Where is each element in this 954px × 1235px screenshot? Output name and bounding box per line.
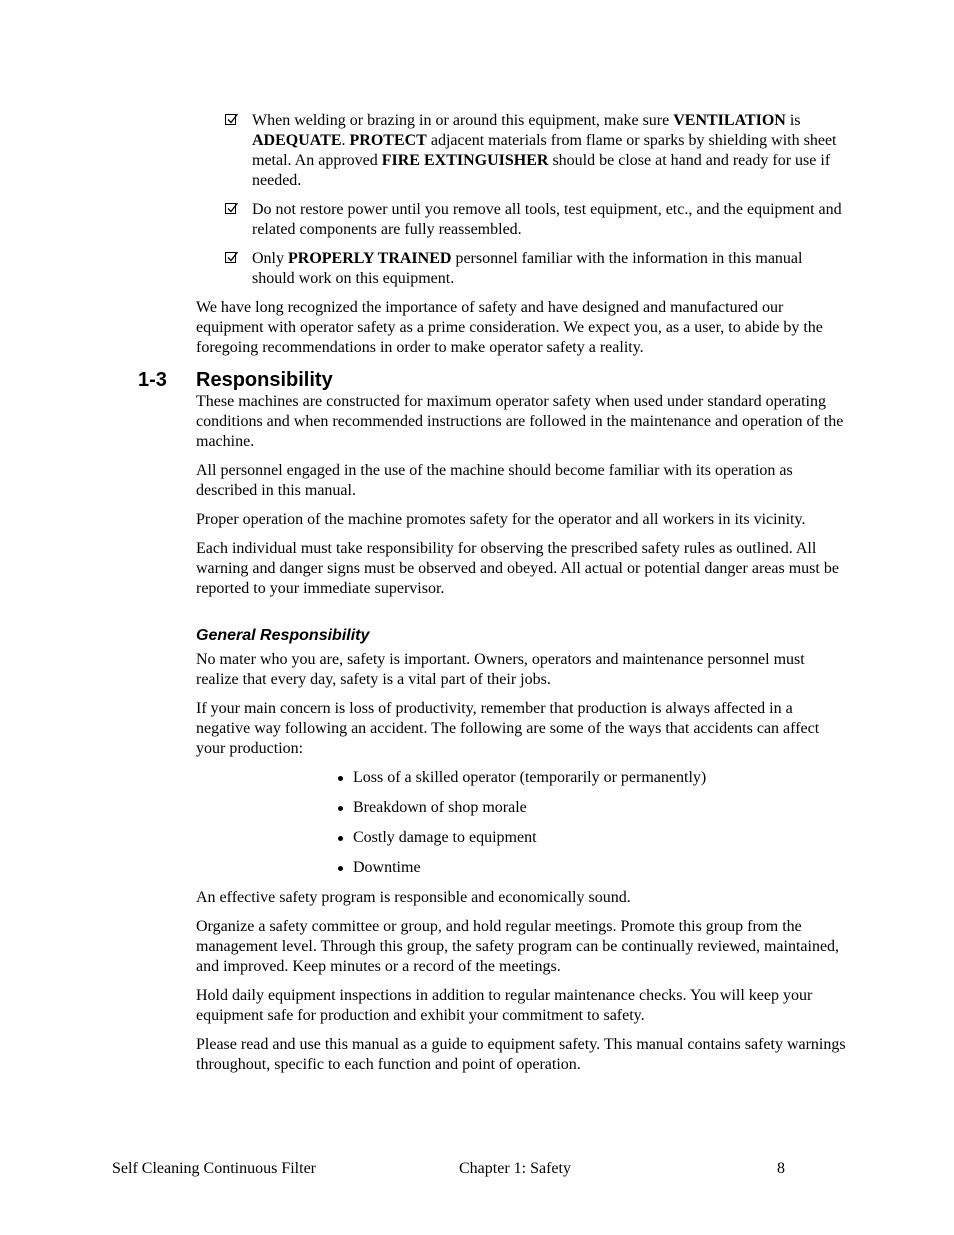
checklist-item-ventilation xyxy=(196,111,846,191)
footer-page-number: 8 xyxy=(777,1160,785,1177)
emphasis-text: PROPERLY TRAINED xyxy=(288,250,452,267)
subsection-paragraph: If your main concern is loss of productivity, remember that production is always affected in a negative way following an accident. The following are some of the ways that accidents can affect your production: xyxy=(196,700,820,757)
emphasis-text: PROTECT xyxy=(349,132,427,149)
subsection-paragraph: An effective safety program is responsible and economically sound. xyxy=(196,889,631,906)
checklist-item-trained-personnel xyxy=(196,249,846,289)
list-item xyxy=(337,798,846,818)
checklist-text: When welding or brazing in or around this equipment, make sure VENTILATION is ADEQUATE. PROTECT adjacent materials from flame or sparks by shielding with sheet metal. An approved FIRE EXTINGUISHER should be close at hand and ready for use if needed. xyxy=(252,112,837,189)
list-item xyxy=(337,828,846,848)
list-item-text: Downtime xyxy=(353,859,421,876)
checked-box-icon xyxy=(225,252,236,263)
subsection-paragraph: Hold daily equipment inspections in addition to regular maintenance checks. You will keep your equipment safe for production and exhibit your commitment to safety. xyxy=(196,987,813,1024)
checklist-text: Do not restore power until you remove all tools, test equipment, etc., and the equipment and related components are fully reassembled. xyxy=(252,201,842,238)
section-paragraph: Proper operation of the machine promotes safety for the operator and all workers in its vicinity. xyxy=(196,511,806,528)
subsection-paragraph: Please read and use this manual as a guide to equipment safety. This manual contains safety warnings throughout, specific to each function and point of operation. xyxy=(196,1036,846,1073)
section-title: Responsibility xyxy=(196,369,333,391)
section-paragraph: Each individual must take responsibility for observing the prescribed safety rules as outlined. All warning and danger signs must be observed and obeyed. All actual or potential danger areas must be reported to your immediate supervisor. xyxy=(196,540,839,597)
subsection-heading: General Responsibility xyxy=(196,627,370,644)
list-item xyxy=(337,768,846,788)
list-item-text: Costly damage to equipment xyxy=(353,829,537,846)
bullet-icon xyxy=(338,836,343,841)
bullet-icon xyxy=(338,806,343,811)
intro-paragraph: We have long recognized the importance of safety and have designed and manufactured our equipment with operator safety as a prime consideration. We expect you, as a user, to abide by the foregoing recommendations in order to make operator safety a reality. xyxy=(196,299,823,356)
subsection-paragraph: No mater who you are, safety is important. Owners, operators and maintenance personnel must realize that every day, safety is a vital part of their jobs. xyxy=(196,651,805,688)
subsection-paragraph: Organize a safety committee or group, and hold regular meetings. Promote this group from the management level. Through this group, the safety program can be continually reviewed, maintained, and improved. Keep minutes or a record of the meetings. xyxy=(196,918,840,975)
section-number: 1-3 xyxy=(138,369,167,391)
accident-effects-list xyxy=(196,768,846,878)
footer-chapter: Chapter 1: Safety xyxy=(459,1160,571,1177)
section-heading xyxy=(138,368,846,392)
checked-box-icon xyxy=(225,114,236,125)
list-item-text: Loss of a skilled operator (temporarily or permanently) xyxy=(353,769,707,786)
checklist-text: Only PROPERLY TRAINED personnel familiar with the information in this manual should work on this equipment. xyxy=(252,250,803,287)
list-item xyxy=(337,858,846,878)
emphasis-text: VENTILATION xyxy=(673,112,786,129)
bullet-icon xyxy=(338,866,343,871)
footer-document-title: Self Cleaning Continuous Filter xyxy=(112,1160,316,1177)
page-content xyxy=(138,111,846,1084)
section-paragraph: All personnel engaged in the use of the machine should become familiar with its operation as described in this manual. xyxy=(196,462,793,499)
emphasis-text: ADEQUATE xyxy=(252,132,342,149)
list-item-text: Breakdown of shop morale xyxy=(353,799,527,816)
emphasis-text: FIRE EXTINGUISHER xyxy=(381,152,549,169)
safety-checklist xyxy=(196,111,846,289)
section-paragraph: These machines are constructed for maximum operator safety when used under standard operating conditions and when recommended instructions are followed in the maintenance and operation of the machine. xyxy=(196,393,844,450)
checked-box-icon xyxy=(225,203,236,214)
page-footer xyxy=(0,1159,954,1179)
checklist-item-restore-power xyxy=(196,200,846,240)
bullet-icon xyxy=(338,776,343,781)
